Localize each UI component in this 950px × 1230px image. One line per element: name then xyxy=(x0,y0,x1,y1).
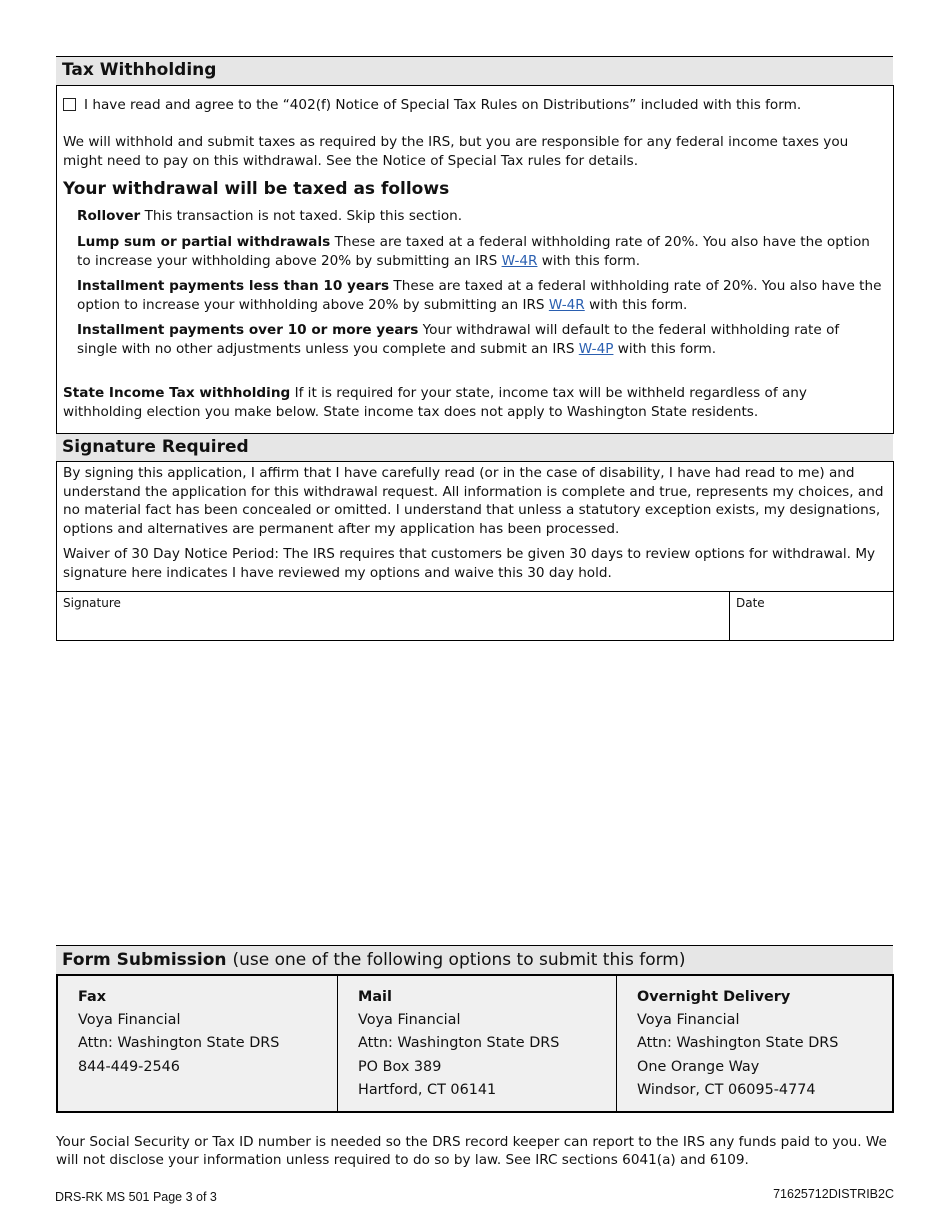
tax-item-text: Your withdrawal will default to the federal withholding rate of single with no other adjustments unless you complete and submit an IRS xyxy=(77,322,840,357)
signature-field[interactable] xyxy=(57,592,729,640)
tax-item-installment-under-10 xyxy=(77,277,882,314)
tax-item-after: with this form. xyxy=(617,340,717,357)
tax-item-text: This transaction is not taxed. Skip this section. xyxy=(144,208,463,224)
address-line: Hartford, CT 06141 xyxy=(358,1081,497,1098)
agree-checkbox[interactable] xyxy=(63,98,76,111)
submission-method-title: Fax xyxy=(78,989,106,1005)
fax-number: 844-449-2546 xyxy=(78,1058,180,1075)
section-title: Tax Withholding xyxy=(62,60,217,80)
w4r-link[interactable]: W-4R xyxy=(548,296,585,313)
section-title: Form Submission xyxy=(62,950,227,970)
section-subtitle: (use one of the following options to submit this form) xyxy=(232,950,686,970)
w4p-link[interactable]: W-4P xyxy=(578,340,614,357)
submission-method-title: Overnight Delivery xyxy=(637,989,791,1005)
address-line: PO Box 389 xyxy=(358,1058,442,1075)
tax-intro-text: We will withhold and submit taxes as required by the IRS, but you are responsible for any federal income taxes you might need to pay on this withdrawal. See the Notice of Special Tax rules for details. xyxy=(63,134,849,169)
signature-affirmation: By signing this application, I affirm that I have carefully read (or in the case of disability, I have had read to me) and understand the application for this withdrawal request. All information is complete and true, represents my choices, and no material fact has been concealed or omitted. I understand that unless a statutory exception exists, my designations, options and alternatives are permanent after my application has been processed. xyxy=(63,465,884,538)
state-tax-body: If it is required for your state, income tax will be withheld regardless of any withholding election you make below. State income tax does not apply to Washington State residents. xyxy=(63,385,807,420)
address-line: Voya Financial xyxy=(358,1012,461,1029)
tax-item-after: with this form. xyxy=(541,252,641,269)
submission-method-title: Mail xyxy=(358,989,392,1005)
waiver-text: Waiver of 30 Day Notice Period: The IRS requires that customers be given 30 days to review options for withdrawal. My signature here indicates I have reviewed my options and waive this 30 day hold. xyxy=(63,546,876,581)
tax-subheading: Your withdrawal will be taxed as follows xyxy=(63,179,450,199)
tax-item-text: These are taxed at a federal withholding rate of 20%. You also have the option to increase your withholding above 20% by submitting an IRS xyxy=(77,278,882,313)
disclosure-text: Your Social Security or Tax ID number is needed so the DRS record keeper can report to the IRS any funds paid to you. We will not disclose your information unless required to do so by law. See IRC sections 6041(a) and 6109. xyxy=(56,1134,887,1168)
tax-item-title: Installment payments over 10 or more years xyxy=(77,322,419,338)
date-label: Date xyxy=(736,596,765,610)
submission-overnight xyxy=(616,976,892,1111)
tax-withholding-header xyxy=(56,56,893,85)
submission-options xyxy=(56,974,894,1113)
date-field[interactable] xyxy=(729,592,893,640)
state-tax-title: State Income Tax withholding xyxy=(63,385,291,401)
footer-form-id: DRS-RK MS 501 Page 3 of 3 xyxy=(55,1190,217,1204)
address-line: One Orange Way xyxy=(637,1058,760,1075)
agree-text: I have read and agree to the “402(f) Notice of Special Tax Rules on Distributions” included with this form. xyxy=(84,97,802,113)
tax-item-title: Installment payments less than 10 years xyxy=(77,278,390,294)
submission-fax xyxy=(58,976,337,1111)
w4r-link[interactable]: W-4R xyxy=(501,252,538,269)
address-line: Attn: Washington State DRS xyxy=(78,1035,280,1052)
tax-item-title: Rollover xyxy=(77,208,141,224)
signature-header xyxy=(56,434,893,462)
address-line: Attn: Washington State DRS xyxy=(358,1035,560,1052)
address-line: Voya Financial xyxy=(637,1012,740,1029)
submission-mail xyxy=(337,976,616,1111)
tax-item-rollover xyxy=(77,207,882,226)
state-tax-text xyxy=(63,384,888,421)
agree-row xyxy=(63,96,888,115)
tax-item-title: Lump sum or partial withdrawals xyxy=(77,234,331,250)
tax-item-lump-sum xyxy=(77,233,882,270)
address-line: Voya Financial xyxy=(78,1012,181,1029)
tax-item-after: with this form. xyxy=(589,296,688,313)
signature-label: Signature xyxy=(63,596,121,610)
tax-item-installment-over-10 xyxy=(77,321,882,358)
address-line: Attn: Washington State DRS xyxy=(637,1035,839,1052)
tax-item-text: These are taxed at a federal withholding rate of 20%. You also have the option to increase your withholding above 20% by submitting an IRS xyxy=(77,234,870,269)
form-submission-header xyxy=(56,945,893,974)
footer-code: 71625712DISTRIB2C xyxy=(773,1187,894,1201)
section-title: Signature Required xyxy=(62,437,249,457)
address-line: Windsor, CT 06095-4774 xyxy=(637,1081,816,1098)
signature-row xyxy=(56,591,894,641)
